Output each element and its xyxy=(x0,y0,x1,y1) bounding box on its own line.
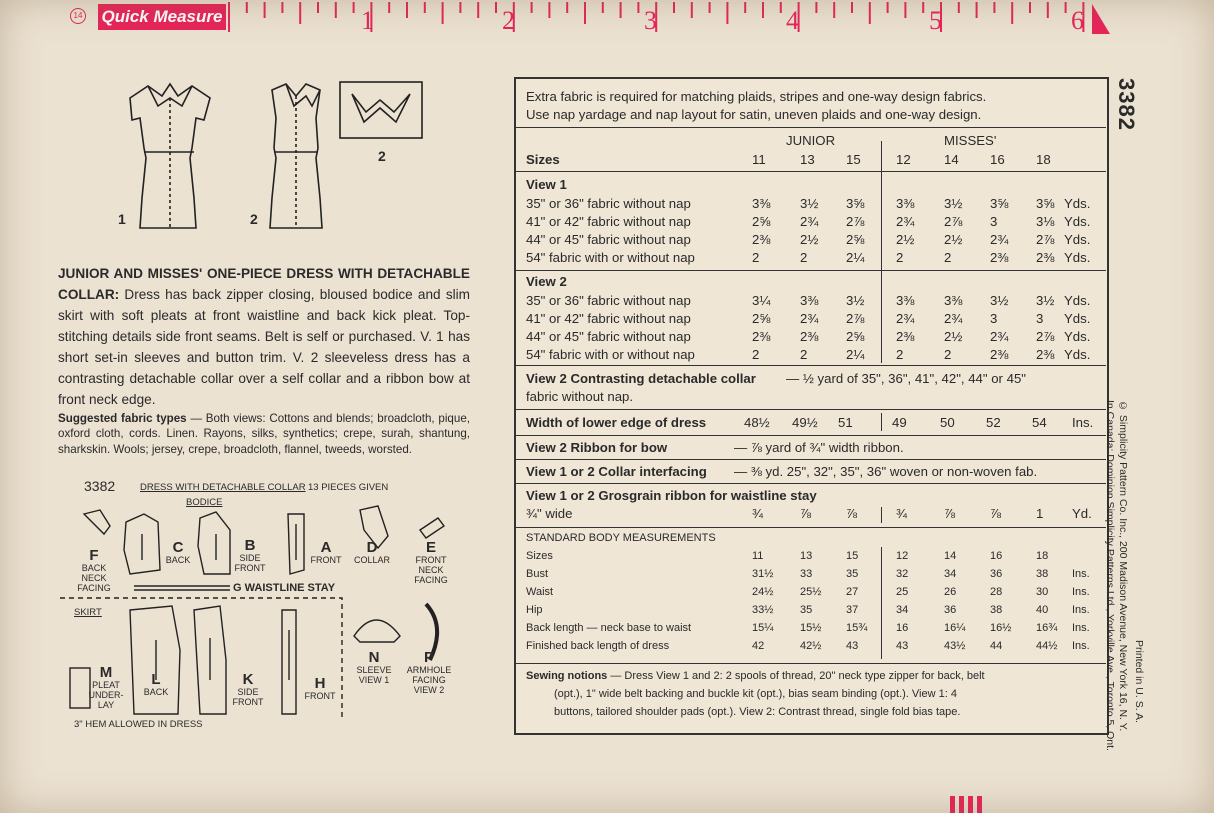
measurement-value: 27 xyxy=(846,586,859,598)
yardage-value: 2 xyxy=(752,250,760,265)
piece-letter-l: L xyxy=(151,671,161,688)
figure-label-2-collar: 2 xyxy=(378,148,386,164)
sewing-notions xyxy=(526,670,985,682)
yardage-value: 3⅛ xyxy=(1036,214,1055,229)
ruler-number-3: 3 xyxy=(644,6,657,35)
yardage-value: 3⅝ xyxy=(990,196,1009,211)
yardage-row-label: 54" fabric with or without nap xyxy=(526,250,695,265)
yardage-value: 2 xyxy=(896,347,904,362)
yardage-row-label: 41" or 42" fabric without nap xyxy=(526,214,691,229)
yardage-row-label: 44" or 45" fabric without nap xyxy=(526,329,691,344)
grosgrain-value: ¾ xyxy=(752,506,763,521)
yardage-value: 3⅜ xyxy=(752,196,771,211)
measurement-value: 33 xyxy=(800,568,813,580)
yardage-value: 2⅞ xyxy=(846,214,865,229)
piece-h xyxy=(300,676,340,701)
yardage-value: 2⅜ xyxy=(990,347,1009,362)
ruler-end-arrow xyxy=(1092,4,1110,34)
rule-sizes xyxy=(516,171,1106,172)
piece-name-f: BACK NECK FACING xyxy=(77,563,111,593)
yardage-value: 2⅞ xyxy=(944,214,963,229)
yardage-value: 2⅜ xyxy=(896,329,915,344)
measurement-label: Bust xyxy=(526,568,549,580)
piece-name-e: FRONT NECK FACING xyxy=(414,555,448,585)
measurement-value: 28 xyxy=(990,586,1003,598)
size-11: 11 xyxy=(752,152,766,167)
measurement-unit: Ins. xyxy=(1072,640,1090,652)
measurement-value: 36 xyxy=(944,604,957,616)
printed-in-usa: Printed in U. S. A. xyxy=(1133,640,1145,723)
grosgrain-width: ¾" wide xyxy=(526,506,573,521)
measurement-value: 14 xyxy=(944,550,957,562)
piece-l xyxy=(136,672,176,697)
figure-label-2: 2 xyxy=(250,211,258,227)
yardage-value: 3 xyxy=(1036,311,1044,326)
misses-header: MISSES' xyxy=(944,133,997,148)
yardage-value: 2 xyxy=(800,250,808,265)
pieces-number: 3382 xyxy=(84,478,116,494)
width-value: 50 xyxy=(940,415,955,430)
yardage-value: 2½ xyxy=(896,232,915,247)
collar-title: View 2 Contrasting detachable collar xyxy=(526,371,756,386)
measurement-value: 35 xyxy=(846,568,859,580)
piece-k xyxy=(228,672,268,707)
grosgrain-value: ¾ xyxy=(896,506,907,521)
piece-name-p: ARMHOLE FACING VIEW 2 xyxy=(406,665,452,695)
ruler-number-2: 2 xyxy=(502,6,515,35)
piece-f xyxy=(72,548,116,593)
yardage-value: 3⅜ xyxy=(800,293,819,308)
grosgrain-value: ⅞ xyxy=(944,506,955,521)
yardage-value: 2⅞ xyxy=(846,311,865,326)
yardage-unit: Yds. xyxy=(1064,347,1091,362)
notions-line3: buttons, tailored shoulder pads (opt.). View 2: Contrast thread, single fold bias tape. xyxy=(554,706,961,718)
yardage-value: 3½ xyxy=(944,196,963,211)
ribbon-title: View 2 Ribbon for bow xyxy=(526,440,668,455)
grosgrain-divider xyxy=(881,507,882,523)
rule-grosgrain xyxy=(516,483,1106,484)
measurement-unit: Ins. xyxy=(1072,586,1090,598)
piece-name-d: COLLAR xyxy=(353,555,390,565)
width-divider xyxy=(881,413,882,431)
measurement-label: Waist xyxy=(526,586,554,598)
bodice-label: BODICE xyxy=(186,497,223,508)
yardage-value: 2⅝ xyxy=(752,214,771,229)
rule-collar xyxy=(516,365,1106,366)
measurement-value: 44½ xyxy=(1036,640,1058,652)
grosgrain-value: ⅞ xyxy=(800,506,811,521)
yardage-value: 2¼ xyxy=(846,347,865,362)
yardage-value: 2½ xyxy=(800,232,819,247)
yardage-row-label: 35" or 36" fabric without nap xyxy=(526,196,691,211)
standard-title: STANDARD BODY MEASUREMENTS xyxy=(526,532,716,544)
yardage-unit: Yds. xyxy=(1064,293,1091,308)
yardage-value: 2½ xyxy=(944,329,963,344)
yardage-value: 2⅞ xyxy=(1036,232,1055,247)
fabrics-body: — Both views: Cottons and blends; broadcloth, pique, oxford cloth, cords. Linen. Rayons, silks, synthetics; crepe, surah, shantung, sharkskin. Wools; jersey, crepe, broadcloth, flannel, tweeds, worsted. xyxy=(58,412,470,456)
piece-name-l: BACK xyxy=(143,687,169,697)
yardage-value: 3⅝ xyxy=(846,196,865,211)
piece-name-k: SIDE FRONT xyxy=(232,687,264,707)
measurement-value: 16¼ xyxy=(944,622,966,634)
measurement-unit: Ins. xyxy=(1072,604,1090,616)
measurement-value: 15 xyxy=(846,550,859,562)
yardage-value: 2⅜ xyxy=(752,232,771,247)
yardage-unit: Yds. xyxy=(1064,232,1091,247)
measurement-value: 18 xyxy=(1036,550,1049,562)
copyright-line-1: © Simplicity Pattern Co. Inc., 200 Madison Avenue, New York 16, N. Y. xyxy=(1117,400,1129,732)
yardage-value: 2⅜ xyxy=(990,250,1009,265)
measurement-value: 25½ xyxy=(800,586,822,598)
yardage-unit: Yds. xyxy=(1064,196,1091,211)
fabrics-title: Suggested fabric types xyxy=(58,412,187,425)
measurement-value: 35 xyxy=(800,604,813,616)
measurement-unit: Ins. xyxy=(1072,568,1090,580)
piece-name-h: FRONT xyxy=(304,691,336,701)
piece-c xyxy=(158,540,198,565)
yardage-value: 2¾ xyxy=(990,232,1009,247)
ruler-number-6: 6 xyxy=(1071,6,1084,35)
grosgrain-value: ⅞ xyxy=(990,506,1001,521)
pieces-count: 13 PIECES GIVEN xyxy=(308,482,389,493)
measurement-value: 38 xyxy=(990,604,1003,616)
waistline-stay-label: G WAISTLINE STAY xyxy=(233,582,336,594)
yardage-value: 3½ xyxy=(990,293,1009,308)
rule-ribbon xyxy=(516,435,1106,436)
pattern-number-side: 3382 xyxy=(1114,78,1139,131)
piece-b xyxy=(230,538,270,573)
measurement-label: Back length — neck base to waist xyxy=(526,622,692,634)
yardage-value: 3⅝ xyxy=(1036,196,1055,211)
measurement-value: 16¾ xyxy=(1036,622,1058,634)
grosgrain-value: ⅞ xyxy=(846,506,857,521)
piece-letter-c: C xyxy=(172,539,184,556)
piece-letter-n: N xyxy=(368,649,380,666)
yardage-unit: Yds. xyxy=(1064,214,1091,229)
measurement-value: 34 xyxy=(896,604,909,616)
yardage-value: 2¾ xyxy=(800,214,819,229)
rule-standard xyxy=(516,527,1106,528)
yardage-value: 2¾ xyxy=(800,311,819,326)
ruler-number-1: 1 xyxy=(361,6,374,35)
collar-text2: fabric without nap. xyxy=(526,389,634,404)
ribbon-text: — ⅞ yard of ¾" width ribbon. xyxy=(734,440,904,455)
dress-illustrations xyxy=(100,78,440,238)
junior-header: JUNIOR xyxy=(786,133,836,148)
view-title: View 2 xyxy=(526,274,567,289)
measurement-value: 16 xyxy=(896,622,909,634)
yardage-value: 2¼ xyxy=(846,250,865,265)
measurement-value: 33½ xyxy=(752,604,774,616)
piece-d xyxy=(352,540,392,565)
width-value: 49 xyxy=(892,415,907,430)
measurement-value: 40 xyxy=(1036,604,1049,616)
yardage-value: 3 xyxy=(990,311,998,326)
yardage-value: 2 xyxy=(944,347,952,362)
measurement-value: 43 xyxy=(896,640,909,652)
width-value: 48½ xyxy=(744,415,770,430)
measurement-value: 16½ xyxy=(990,622,1012,634)
piece-letter-e: E xyxy=(425,539,436,556)
notions-title: Sewing notions xyxy=(526,670,608,682)
measurement-value: 32 xyxy=(896,568,909,580)
rule-width xyxy=(516,409,1106,410)
yardage-value: 2⅜ xyxy=(1036,250,1055,265)
yardage-row-label: 35" or 36" fabric without nap xyxy=(526,293,691,308)
view-title: View 1 xyxy=(526,177,567,192)
measurement-value: 31½ xyxy=(752,568,774,580)
measurement-value: 37 xyxy=(846,604,859,616)
piece-m xyxy=(84,665,128,710)
measurement-value: 43 xyxy=(846,640,859,652)
yardage-value: 3½ xyxy=(1036,293,1055,308)
skirt-label: SKIRT xyxy=(74,607,102,618)
piece-letter-k: K xyxy=(242,671,254,688)
yardage-value: 2⅝ xyxy=(846,232,865,247)
yardage-value: 3 xyxy=(990,214,998,229)
yardage-value: 3⅜ xyxy=(944,293,963,308)
note-plaids: Extra fabric is required for matching plaids, stripes and one-way design fabrics. xyxy=(526,89,987,104)
width-value: 49½ xyxy=(792,415,818,430)
measurement-value: 25 xyxy=(896,586,909,598)
sizes-label: Sizes xyxy=(526,152,560,167)
size-15: 15 xyxy=(846,152,861,167)
size-18: 18 xyxy=(1036,152,1051,167)
yardage-value: 2 xyxy=(896,250,904,265)
width-value: 54 xyxy=(1032,415,1047,430)
piece-name-a: FRONT xyxy=(310,555,342,565)
yardage-row-label: 54" fabric with or without nap xyxy=(526,347,695,362)
piece-letter-a: A xyxy=(320,539,332,556)
piece-letter-p: P xyxy=(423,649,434,666)
piece-letter-h: H xyxy=(314,675,326,692)
figure-label-1: 1 xyxy=(118,211,126,227)
width-label: Width of lower edge of dress xyxy=(526,415,707,430)
measurement-unit: Ins. xyxy=(1072,622,1090,634)
measurement-label: Hip xyxy=(526,604,543,616)
grosgrain-unit: Yd. xyxy=(1072,506,1092,521)
yardage-value: 2⅜ xyxy=(752,329,771,344)
rule-top xyxy=(516,127,1106,128)
size-14: 14 xyxy=(944,152,959,167)
size-12: 12 xyxy=(896,152,911,167)
piece-letter-b: B xyxy=(244,537,256,554)
measurement-value: 13 xyxy=(800,550,813,562)
description-body: Dress has back zipper closing, bloused bodice and slim skirt with soft pleats at front waistline and back kick pleat. Top-stitching details side front seams. Belt is self or purchased. V. 1 has short set-in sleeves and button trim. V. 2 sleeveless dress has a contrasting detachable collar over a self collar and a ribbon bow at front neck edge. xyxy=(58,287,470,407)
yardage-value: 2¾ xyxy=(944,311,963,326)
piece-letter-f: F xyxy=(89,547,99,564)
ruler-number-4: 4 xyxy=(786,6,799,35)
standard-divider xyxy=(881,547,882,659)
size-16: 16 xyxy=(990,152,1005,167)
width-unit: Ins. xyxy=(1072,415,1094,430)
piece-name-n: SLEEVE VIEW 1 xyxy=(356,665,392,685)
grosgrain-value: 1 xyxy=(1036,506,1044,521)
yardage-value: 2 xyxy=(800,347,808,362)
bottom-tick-mark xyxy=(950,796,984,813)
measurement-value: 34 xyxy=(944,568,957,580)
yardage-value: 3½ xyxy=(846,293,865,308)
yardage-value: 2⅜ xyxy=(800,329,819,344)
yardage-unit: Yds. xyxy=(1064,250,1091,265)
ruler-number-5: 5 xyxy=(929,6,942,35)
yardage-row-label: 41" or 42" fabric without nap xyxy=(526,311,691,326)
measurement-value: 26 xyxy=(944,586,957,598)
description xyxy=(58,263,470,410)
yardage-value: 3⅜ xyxy=(896,196,915,211)
yardage-value: 2⅞ xyxy=(1036,329,1055,344)
width-value: 52 xyxy=(986,415,1001,430)
yardage-row-label: 44" or 45" fabric without nap xyxy=(526,232,691,247)
junior-misses-divider xyxy=(881,141,882,363)
rule-notions xyxy=(516,663,1106,664)
rule-interfacing xyxy=(516,459,1106,460)
yardage-value: 2⅝ xyxy=(846,329,865,344)
piece-name-b: SIDE FRONT xyxy=(234,553,266,573)
measurement-value: 44 xyxy=(990,640,1003,652)
quick-measure-label: Quick Measure xyxy=(98,4,226,30)
yardage-value: 2¾ xyxy=(990,329,1009,344)
size-13: 13 xyxy=(800,152,815,167)
piece-e xyxy=(408,540,454,585)
notions-line1: — Dress View 1 and 2: 2 spools of thread, 20" neck type zipper for back, belt xyxy=(610,670,985,682)
piece-n xyxy=(352,650,396,685)
measurement-value: 15½ xyxy=(800,622,822,634)
yardage-value: 2⅝ xyxy=(752,311,771,326)
interfacing-title: View 1 or 2 Collar interfacing xyxy=(526,464,707,479)
yardage-value: 3¼ xyxy=(752,293,771,308)
measurement-value: 16 xyxy=(990,550,1003,562)
yardage-value: 2 xyxy=(944,250,952,265)
yardage-table xyxy=(514,77,1109,735)
rule-view-2 xyxy=(516,270,1106,271)
measurement-label: Sizes xyxy=(526,550,553,562)
piece-p xyxy=(404,650,454,695)
measurement-value: 11 xyxy=(752,550,764,562)
yardage-value: 2 xyxy=(752,347,760,362)
yardage-value: 2⅜ xyxy=(1036,347,1055,362)
hem-note: 3" HEM ALLOWED IN DRESS xyxy=(74,719,203,730)
measurement-value: 30 xyxy=(1036,586,1049,598)
measurement-value: 15¼ xyxy=(752,622,774,634)
measurement-value: 42 xyxy=(752,640,765,652)
piece-name-m: PLEAT UNDER- LAY xyxy=(88,680,124,710)
piece-a xyxy=(306,540,346,565)
measurement-label: Finished back length of dress xyxy=(526,640,670,652)
yardage-value: 2¾ xyxy=(896,311,915,326)
yardage-value: 3⅜ xyxy=(896,293,915,308)
measurement-value: 43½ xyxy=(944,640,966,652)
collar-text: — ½ yard of 35", 36", 41", 42", 44" or 45" xyxy=(786,371,1026,386)
suggested-fabrics xyxy=(58,411,470,457)
grosgrain-title: View 1 or 2 Grosgrain ribbon for waistline stay xyxy=(526,488,817,503)
ruler-ticks xyxy=(0,0,1214,40)
piece-letter-d: D xyxy=(366,539,378,556)
note-nap: Use nap yardage and nap layout for satin, uneven plaids and one-way design. xyxy=(526,107,982,122)
measurement-value: 15¾ xyxy=(846,622,868,634)
copyright-line-2: In Canada: Dominion Simplicity Patterns Ltd., Yorkville Ave., Toronto 5, Ont. xyxy=(1104,400,1116,751)
pieces-heading: DRESS WITH DETACHABLE COLLAR xyxy=(140,482,306,493)
yardage-value: 3½ xyxy=(800,196,819,211)
measurement-value: 12 xyxy=(896,550,909,562)
measurement-value: 42½ xyxy=(800,640,822,652)
interfacing-text: — ⅜ yd. 25", 32", 35", 36" woven or non-woven fab. xyxy=(734,464,1038,479)
yardage-value: 2½ xyxy=(944,232,963,247)
notions-line2: (opt.), 1" wide belt backing and buckle kit (opt.), bias seam binding (opt.). View 1: 4 xyxy=(554,688,957,700)
piece-letter-m: M xyxy=(99,664,113,681)
measurement-value: 38 xyxy=(1036,568,1049,580)
measurement-value: 36 xyxy=(990,568,1003,580)
yardage-unit: Yds. xyxy=(1064,311,1091,326)
ruler-circle-mark: 14 xyxy=(70,8,86,24)
yardage-unit: Yds. xyxy=(1064,329,1091,344)
piece-name-c: BACK xyxy=(165,555,191,565)
measurement-value: 24½ xyxy=(752,586,774,598)
width-value: 51 xyxy=(838,415,853,430)
description-title: JUNIOR AND MISSES' ONE-PIECE DRESS WITH DETACHABLE COLLAR: xyxy=(58,266,470,302)
yardage-value: 2¾ xyxy=(896,214,915,229)
